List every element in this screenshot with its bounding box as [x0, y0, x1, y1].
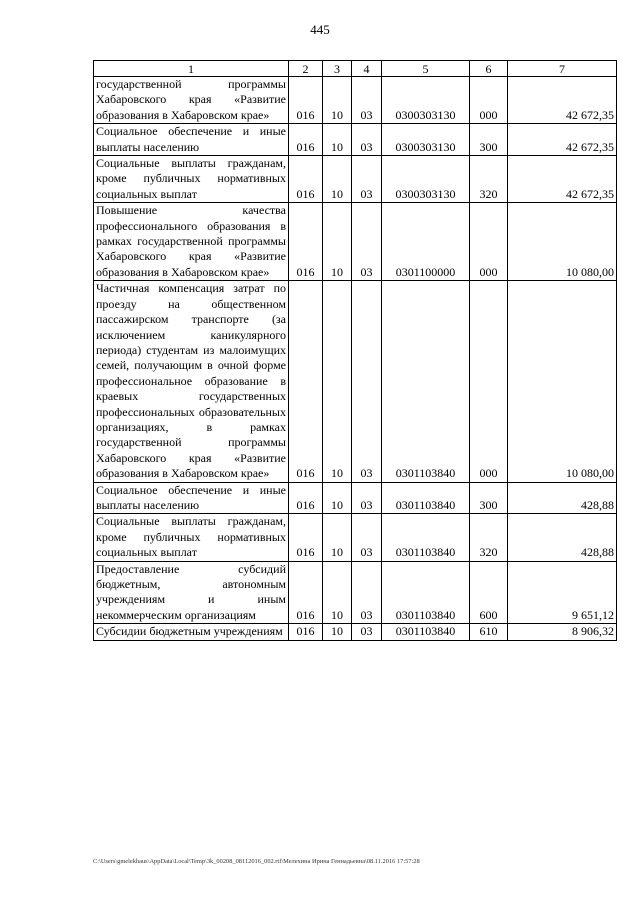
cell-amount: 42 672,35 [508, 156, 617, 203]
cell-ministry-code: 016 [289, 124, 323, 156]
cell-target-article: 0301100000 [382, 203, 470, 281]
cell-expense-type: 320 [470, 514, 508, 561]
cell-ministry-code: 016 [289, 156, 323, 203]
cell-expense-type: 320 [470, 156, 508, 203]
file-path-footer: C:\Users\gmelekhaus\AppData\Local\Temp\3k_00208_08112016_002.rtf\Мелехина Ирина Геннадьевна\08.11.2016 17:57:28 [93, 858, 420, 865]
cell-amount: 42 672,35 [508, 77, 617, 124]
row-name: Повышение качества профессионального образования в рамках государственной программы Хабаровского края «Развитие образования в Хабаровском крае» [94, 203, 289, 281]
cell-amount: 10 080,00 [508, 281, 617, 482]
cell-section: 10 [323, 561, 352, 624]
cell-section: 10 [323, 482, 352, 514]
cell-subsection: 03 [352, 482, 382, 514]
cell-target-article: 0301103840 [382, 624, 470, 640]
row-name: Субсидии бюджетным учреждениям [94, 624, 289, 640]
table-row [94, 77, 617, 124]
page-number: 445 [310, 22, 330, 37]
budget-table [93, 60, 617, 641]
column-header: 7 [508, 61, 617, 77]
cell-subsection: 03 [352, 124, 382, 156]
cell-amount: 10 080,00 [508, 203, 617, 281]
row-name: государственной программы Хабаровского края «Развитие образования в Хабаровском крае» [94, 77, 289, 124]
table-row [94, 203, 617, 281]
cell-expense-type: 000 [470, 77, 508, 124]
cell-ministry-code: 016 [289, 281, 323, 482]
table-row [94, 281, 617, 482]
table-row [94, 482, 617, 514]
column-header: 3 [323, 61, 352, 77]
cell-amount: 9 651,12 [508, 561, 617, 624]
cell-section: 10 [323, 203, 352, 281]
cell-ministry-code: 016 [289, 77, 323, 124]
cell-subsection: 03 [352, 281, 382, 482]
table-row [94, 156, 617, 203]
row-name: Социальные выплаты гражданам, кроме публичных нормативных социальных выплат [94, 514, 289, 561]
cell-ministry-code: 016 [289, 203, 323, 281]
cell-section: 10 [323, 156, 352, 203]
cell-target-article: 0300303130 [382, 156, 470, 203]
cell-ministry-code: 016 [289, 514, 323, 561]
cell-section: 10 [323, 624, 352, 640]
column-header: 2 [289, 61, 323, 77]
header-row [94, 61, 617, 77]
cell-ministry-code: 016 [289, 482, 323, 514]
cell-target-article: 0301103840 [382, 281, 470, 482]
cell-target-article: 0301103840 [382, 561, 470, 624]
cell-subsection: 03 [352, 514, 382, 561]
cell-subsection: 03 [352, 77, 382, 124]
cell-expense-type: 300 [470, 482, 508, 514]
cell-expense-type: 610 [470, 624, 508, 640]
cell-target-article: 0301103840 [382, 482, 470, 514]
column-header: 6 [470, 61, 508, 77]
cell-target-article: 0301103840 [382, 514, 470, 561]
cell-subsection: 03 [352, 624, 382, 640]
cell-amount: 428,88 [508, 482, 617, 514]
table-row [94, 561, 617, 624]
cell-expense-type: 000 [470, 203, 508, 281]
row-name: Предоставление субсидий бюджетным, автономным учреждениям и иным некоммерческим организациям [94, 561, 289, 624]
cell-amount: 428,88 [508, 514, 617, 561]
cell-ministry-code: 016 [289, 561, 323, 624]
cell-subsection: 03 [352, 203, 382, 281]
row-name: Частичная компенсация затрат по проезду на общественном пассажирском транспорте (за исключением каникулярного периода) студентам из малоимущих семей, получающим в очной форме профессиональное образование в краевых государственных профессиональных образовательных организациях, в рамках государственной программы Хабаровского края «Развитие образования в Хабаровском крае» [94, 281, 289, 482]
cell-expense-type: 300 [470, 124, 508, 156]
cell-amount: 8 906,32 [508, 624, 617, 640]
table-row [94, 124, 617, 156]
cell-subsection: 03 [352, 156, 382, 203]
row-name: Социальное обеспечение и иные выплаты населению [94, 124, 289, 156]
column-header: 1 [94, 61, 289, 77]
cell-section: 10 [323, 77, 352, 124]
column-header: 5 [382, 61, 470, 77]
cell-target-article: 0300303130 [382, 124, 470, 156]
table-row [94, 514, 617, 561]
cell-amount: 42 672,35 [508, 124, 617, 156]
cell-ministry-code: 016 [289, 624, 323, 640]
cell-subsection: 03 [352, 561, 382, 624]
cell-expense-type: 000 [470, 281, 508, 482]
cell-expense-type: 600 [470, 561, 508, 624]
row-name: Социальные выплаты гражданам, кроме публичных нормативных социальных выплат [94, 156, 289, 203]
cell-section: 10 [323, 514, 352, 561]
column-header: 4 [352, 61, 382, 77]
cell-section: 10 [323, 281, 352, 482]
cell-target-article: 0300303130 [382, 77, 470, 124]
row-name: Социальное обеспечение и иные выплаты населению [94, 482, 289, 514]
cell-section: 10 [323, 124, 352, 156]
table-row [94, 624, 617, 640]
